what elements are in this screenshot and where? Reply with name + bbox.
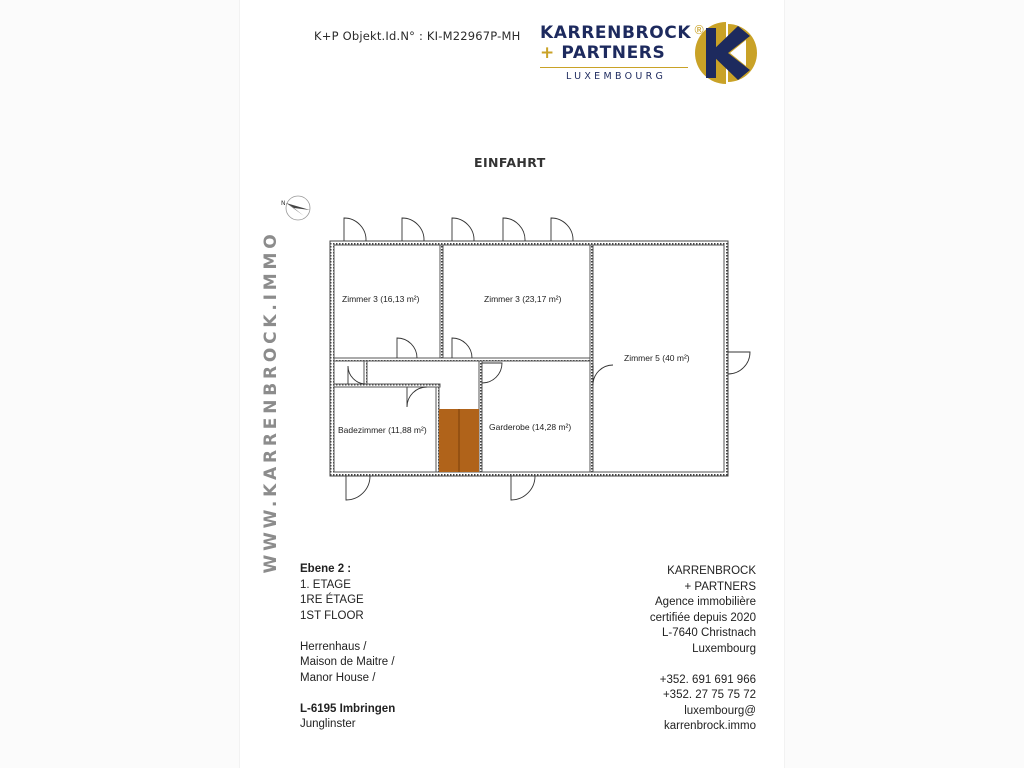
email-part-1[interactable]: luxembourg@ — [684, 704, 756, 717]
spacer — [300, 624, 395, 640]
property-info — [300, 562, 395, 733]
phone-office[interactable]: +352. 27 75 75 72 — [662, 689, 756, 701]
registered-mark: ® — [693, 23, 706, 37]
agency-address: L-7640 Christnach — [662, 627, 756, 639]
room-label-badezimmer: Badezimmer (11,88 m²) — [338, 425, 427, 435]
spacer — [650, 657, 756, 673]
svg-text:N: N — [281, 200, 286, 207]
agency-country: Luxembourg — [692, 642, 756, 655]
room-label-garderobe: Garderobe (14,28 m²) — [489, 422, 572, 432]
town: Junglinster — [300, 718, 356, 730]
object-id: K+P Objekt.Id.N° : KI-M22967P-MH — [314, 29, 521, 43]
spacer — [300, 686, 395, 702]
agency-desc-1: Agence immobilière — [655, 596, 756, 608]
room-label-zimmer-5: Zimmer 5 (40 m²) — [624, 353, 690, 363]
type-de: Herrenhaus / — [300, 640, 367, 653]
brand-country: LUXEMBOURG — [566, 71, 667, 82]
level-label: Ebene 2 : — [300, 563, 352, 575]
type-fr: Maison de Maitre / — [300, 656, 395, 668]
brand-name-line1: KARRENBROCK ® — [540, 23, 706, 43]
agency-name-2: + PARTNERS — [684, 580, 756, 593]
email-part-2[interactable]: karrenbrock.immo — [663, 720, 756, 732]
agency-info — [650, 564, 756, 735]
room-label-zimmer-23: Zimmer 3 (23,17 m²) — [484, 294, 562, 304]
website-watermark: WWW.KARRENBROCK.IMMO — [261, 230, 281, 574]
staircase — [439, 409, 479, 472]
agency-desc-2: certifiée depuis 2020 — [649, 611, 756, 624]
plan-heading: EINFAHRT — [474, 155, 546, 170]
floor-fr: 1RE ÉTAGE — [300, 594, 364, 606]
phone-mobile[interactable]: +352. 691 691 966 — [659, 673, 756, 686]
agency-name-1: KARRENBROCK — [667, 565, 756, 577]
brand-name-line2: + PARTNERS — [540, 43, 666, 63]
type-en: Manor House / — [300, 671, 376, 684]
floor-de: 1. ETAGE — [300, 578, 351, 591]
address: L-6195 Imbringen — [300, 702, 396, 715]
compass-north-icon — [281, 196, 310, 220]
room-label-zimmer-16: Zimmer 3 (16,13 m²) — [342, 294, 420, 304]
floor-en: 1ST FLOOR — [300, 609, 364, 622]
